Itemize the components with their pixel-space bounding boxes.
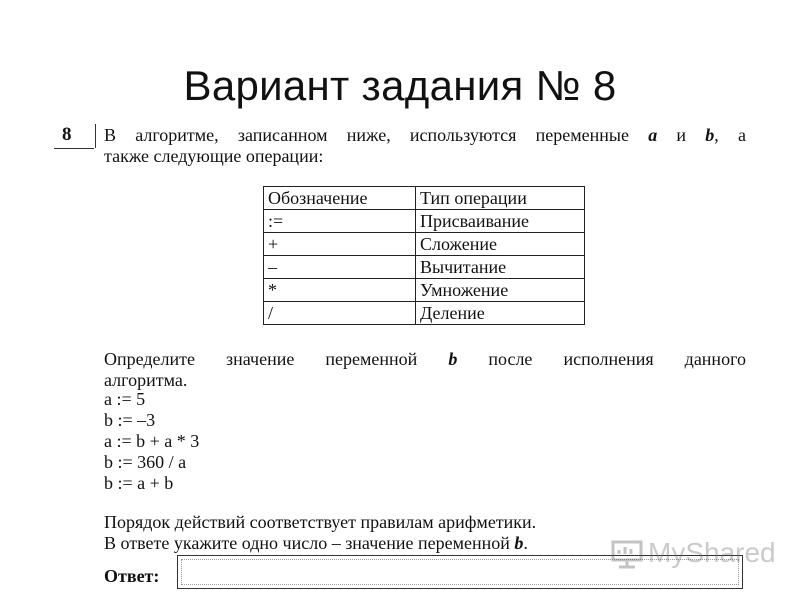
table-cell-symbol: – bbox=[264, 256, 416, 279]
table-row bbox=[264, 256, 585, 279]
table-header-row bbox=[264, 187, 585, 210]
intro-text-end: , а bbox=[714, 125, 746, 145]
task-intro-line-1 bbox=[104, 125, 746, 145]
answer-variable-b: b bbox=[514, 533, 524, 553]
variable-a: a bbox=[648, 125, 658, 145]
table-cell-operation: Умножение bbox=[416, 279, 585, 302]
intro-text: В алгоритме, записанном ниже, используются переменные bbox=[104, 125, 649, 145]
table-cell-symbol: * bbox=[264, 279, 416, 302]
algorithm-code bbox=[104, 389, 199, 494]
question-text: Определите значение переменной bbox=[104, 349, 449, 369]
order-note: Порядок действий соответствует правилам арифметики. bbox=[104, 512, 537, 532]
code-line: b := a + b bbox=[104, 473, 174, 493]
task-number-divider bbox=[95, 124, 96, 148]
table-cell-operation: Сложение bbox=[416, 233, 585, 256]
table-cell-symbol: + bbox=[264, 233, 416, 256]
code-line: a := b + a * 3 bbox=[104, 431, 200, 451]
table-row bbox=[264, 210, 585, 233]
table-cell-operation: Деление bbox=[416, 302, 585, 325]
question-line-2: алгоритма. bbox=[104, 370, 188, 390]
task-number-underline bbox=[54, 148, 94, 149]
table-row bbox=[264, 302, 585, 325]
intro-text-and: и bbox=[657, 125, 706, 145]
watermark-text: MyShared bbox=[648, 537, 776, 568]
table-cell-operation: Присваивание bbox=[416, 210, 585, 233]
table-cell-symbol: / bbox=[264, 302, 416, 325]
watermark bbox=[610, 537, 776, 571]
answer-instruction-end: . bbox=[523, 533, 528, 553]
code-line: a := 5 bbox=[104, 389, 146, 409]
answer-label: Ответ: bbox=[104, 566, 160, 586]
table-row bbox=[264, 279, 585, 302]
question-variable-b: b bbox=[448, 349, 458, 369]
table-row bbox=[264, 233, 585, 256]
question-line-1 bbox=[104, 349, 746, 369]
answer-instruction-text: В ответе укажите одно число – значение переменной bbox=[104, 533, 515, 553]
table-cell-symbol: := bbox=[264, 210, 416, 233]
task-number: 8 bbox=[62, 124, 72, 145]
code-line: b := –3 bbox=[104, 410, 156, 430]
task-intro-line-2: также следующие операции: bbox=[104, 146, 324, 166]
table-cell-operation: Вычитание bbox=[416, 256, 585, 279]
table-header-cell: Тип операции bbox=[416, 187, 585, 210]
question-text-end: после исполнения данного bbox=[457, 349, 747, 369]
code-line: b := 360 / a bbox=[104, 452, 187, 472]
table-header-cell: Обозначение bbox=[264, 187, 416, 210]
presentation-icon bbox=[610, 539, 644, 569]
variable-b: b bbox=[705, 125, 715, 145]
slide-title: Вариант задания № 8 bbox=[183, 62, 617, 109]
operations-table bbox=[263, 186, 585, 325]
